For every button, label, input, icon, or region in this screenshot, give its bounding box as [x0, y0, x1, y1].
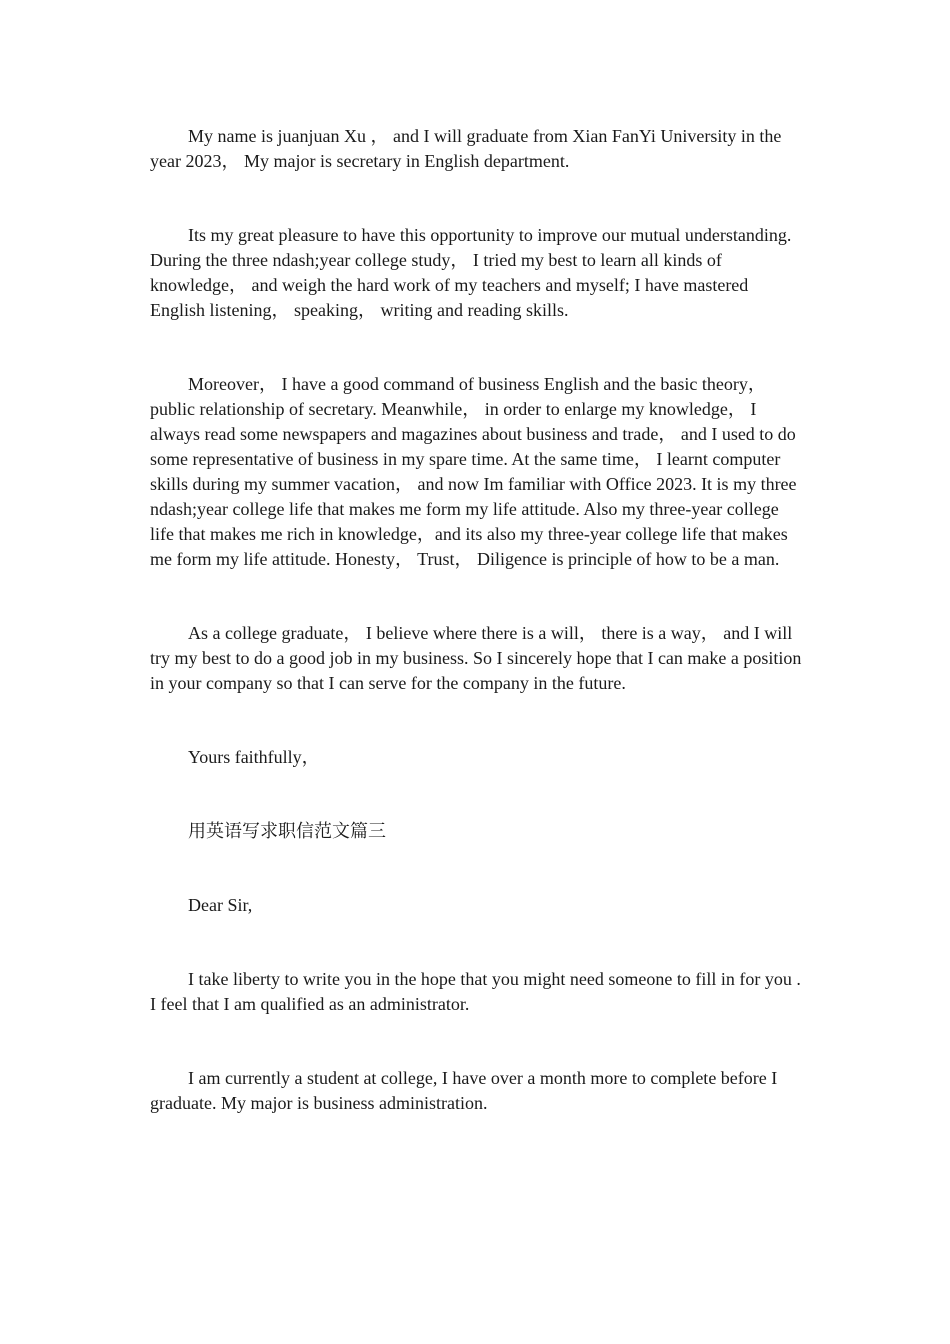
paragraph-study: Its my great pleasure to have this opportunity to improve our mutual understanding. During the three ndash;year college study， I tried my best to learn all kinds of knowledge， and weigh the hard work of my teachers and myself; I have mastered English listening， speaking， writing and reading skills.	[150, 225, 792, 320]
paragraph-skills: Moreover， I have a good command of business English and the basic theory， public relationship of secretary. Meanwhile， in order to enlarge my knowledge， I always read some newspapers and magazines about business and trade， and I used to do some representative of business in my spare time. At the same time， I learnt computer skills during my summer vacation， and now Im familiar with Office 2023. It is my three ndash;year college life that makes me form my life attitude. Also my three-year college life that makes me rich in knowledge，and its also my three-year college life that makes me form my life attitude. Honesty， Trust， Diligence is principle of how to be a man.	[150, 374, 797, 569]
document-body	[150, 124, 802, 1116]
salutation: Dear Sir,	[188, 895, 253, 915]
paragraph-hope: As a college graduate， I believe where there is a will， there is a way， and I will try my best to do a good job in my business. So I sincerely hope that I can make a position in your company so that I can serve for the company in the future.	[150, 623, 802, 693]
paragraph-purpose: I take liberty to write you in the hope that you might need someone to fill in for you . I feel that I am qualified as an administrator.	[150, 969, 801, 1014]
section-heading: 用英语写求职信范文篇三	[188, 821, 386, 841]
paragraph-introduction: My name is juanjuan Xu ， and I will graduate from Xian FanYi University in the year 2023， My major is secretary in English department.	[150, 126, 782, 171]
closing-line: Yours faithfully，	[188, 747, 320, 767]
paragraph-current-status: I am currently a student at college, I have over a month more to complete before I graduate. My major is business administration.	[150, 1068, 778, 1113]
